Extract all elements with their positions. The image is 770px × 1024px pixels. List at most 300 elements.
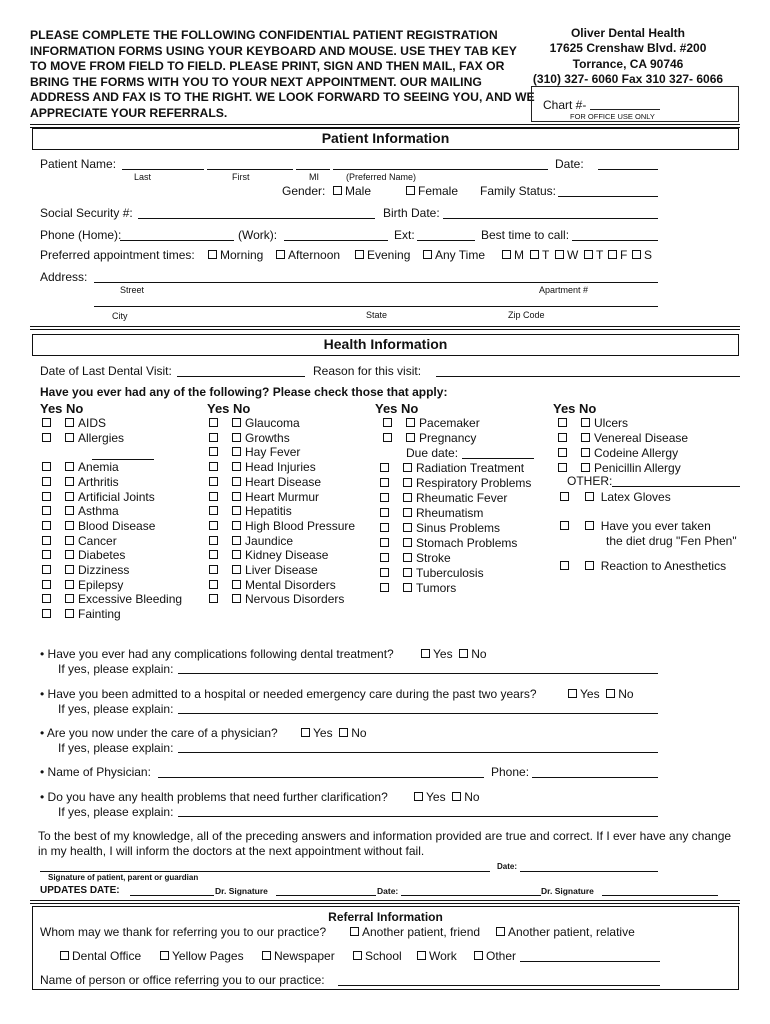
condition-row[interactable]	[209, 519, 355, 533]
checkbox-icon[interactable]	[380, 523, 389, 532]
checkbox-icon[interactable]	[474, 951, 483, 960]
referral-work[interactable]: Work	[417, 949, 457, 963]
family-status-label: Family Status:	[480, 184, 557, 198]
condition-row[interactable]	[42, 534, 117, 548]
checkbox-icon[interactable]	[65, 477, 74, 486]
condition-row[interactable]	[380, 566, 484, 580]
condition-label: Diabetes	[78, 548, 126, 563]
referral-other[interactable]: Other	[474, 949, 516, 963]
checkbox-icon[interactable]	[42, 580, 51, 589]
office-phone: (310) 327- 6060 Fax 310 327- 6066	[532, 72, 724, 87]
checkbox-icon[interactable]	[209, 521, 218, 530]
checkbox-icon[interactable]	[403, 553, 412, 562]
anesthetics-row[interactable]: Reaction to Anesthetics	[560, 559, 726, 573]
checkbox-icon[interactable]	[232, 550, 241, 559]
checkbox-icon[interactable]	[380, 568, 389, 577]
chart-label: Chart #-	[543, 98, 587, 112]
checkbox-icon[interactable]	[42, 492, 51, 501]
checkbox-icon[interactable]	[60, 951, 69, 960]
checkbox-icon[interactable]	[65, 594, 74, 603]
referrer-name-field[interactable]	[338, 985, 660, 986]
checkbox-icon[interactable]	[606, 689, 615, 698]
condition-label: Hay Fever	[245, 445, 301, 460]
condition-label: Tuberculosis	[416, 566, 484, 580]
checkbox-icon[interactable]	[355, 250, 364, 259]
yes-no-header-3: Yes No	[375, 401, 419, 416]
checkbox-icon[interactable]	[232, 433, 241, 442]
due-date-field[interactable]	[462, 458, 534, 459]
checkbox-icon[interactable]	[403, 523, 412, 532]
patient-section-title: Patient Information	[321, 130, 450, 146]
condition-label: Dizziness	[78, 563, 130, 577]
checkbox-icon[interactable]	[208, 250, 217, 259]
checkbox-icon[interactable]	[232, 521, 241, 530]
complications-explain-field[interactable]	[178, 673, 658, 674]
checkbox-icon[interactable]	[380, 538, 389, 547]
consent-date-label: Date:	[497, 862, 518, 871]
ext-field[interactable]	[417, 240, 475, 241]
fen-phen-line-2: the diet drug "Fen Phen"	[606, 534, 737, 548]
signature-field[interactable]	[40, 871, 490, 872]
last-visit-field[interactable]	[177, 376, 305, 377]
allergies-detail-field[interactable]	[92, 459, 154, 460]
checkbox-icon[interactable]	[65, 492, 74, 501]
condition-row[interactable]	[42, 563, 129, 577]
checkbox-icon[interactable]	[452, 792, 461, 801]
hospital-yes-no[interactable]: Yes No	[568, 687, 634, 701]
first-name-field[interactable]	[207, 169, 293, 170]
checkbox-icon[interactable]	[262, 951, 271, 960]
reason-field[interactable]	[436, 376, 740, 377]
condition-row[interactable]	[383, 416, 480, 430]
complications-question: • Have you ever had any complications following dental treatment?	[40, 647, 394, 661]
zip-label: Zip Code	[508, 310, 545, 320]
office-use-label: FOR OFFICE USE ONLY	[570, 112, 655, 121]
condition-row[interactable]	[380, 491, 507, 505]
checkbox-icon[interactable]	[584, 250, 593, 259]
dr-signature-label-2: Dr. Signature	[541, 886, 594, 896]
date-label: Date:	[555, 157, 584, 171]
condition-label: Tumors	[416, 581, 457, 595]
condition-row[interactable]	[42, 548, 125, 562]
condition-label: Epilepsy	[78, 577, 124, 592]
referral-newspaper[interactable]: Newspaper	[262, 949, 335, 963]
condition-row[interactable]	[42, 490, 155, 504]
physician-care-question: • Are you now under the care of a physician?	[40, 726, 278, 740]
mi-field[interactable]	[296, 169, 330, 170]
condition-row[interactable]	[209, 548, 328, 562]
checkbox-icon[interactable]	[42, 594, 51, 603]
checkbox-icon[interactable]	[42, 550, 51, 559]
street-field[interactable]	[94, 282, 658, 283]
checkbox-icon[interactable]	[414, 792, 423, 801]
condition-label: Pacemaker	[419, 416, 480, 430]
checkbox-icon[interactable]	[232, 565, 241, 574]
gender-label: Gender:	[282, 184, 326, 198]
checkbox-icon[interactable]	[209, 477, 218, 486]
condition-row[interactable]	[558, 416, 628, 430]
referral-question: Whom may we thank for referring you to our practice?	[40, 925, 327, 939]
checkbox-icon[interactable]	[301, 728, 310, 737]
checkbox-icon[interactable]	[403, 538, 412, 547]
checkbox-icon[interactable]	[209, 580, 218, 589]
condition-row[interactable]	[380, 551, 451, 565]
female-option[interactable]: Female	[406, 184, 458, 198]
checkbox-icon[interactable]	[209, 565, 218, 574]
yes-no-header-2: Yes No	[207, 401, 251, 416]
clarification-yes-no[interactable]: Yes No	[414, 790, 480, 804]
checkbox-icon[interactable]	[42, 418, 51, 427]
checkbox-icon[interactable]	[403, 508, 412, 517]
checkbox-icon[interactable]	[403, 463, 412, 472]
condition-row[interactable]	[380, 476, 531, 490]
best-time-field[interactable]	[572, 240, 658, 241]
condition-label: Radiation Treatment	[416, 461, 525, 475]
checkbox-icon[interactable]	[581, 463, 590, 472]
physician-phone-field[interactable]	[532, 777, 658, 778]
explain-label: If yes, please explain:	[58, 702, 174, 716]
referral-dental-office[interactable]: Dental Office	[60, 949, 141, 963]
other-label: OTHER:	[567, 474, 613, 488]
physician-care-yes-no[interactable]: Yes No	[301, 726, 367, 740]
condition-label: Pregnancy	[419, 431, 477, 445]
checkbox-icon[interactable]	[608, 250, 617, 259]
checkbox-icon[interactable]	[406, 418, 415, 427]
checkbox-icon[interactable]	[530, 250, 539, 259]
checkbox-icon[interactable]	[568, 689, 577, 698]
condition-row[interactable]	[209, 490, 319, 504]
checkbox-icon[interactable]	[560, 561, 569, 570]
phone-work-field[interactable]	[284, 240, 388, 241]
phone-home-label: Phone (Home):	[40, 228, 122, 242]
referral-relative-option[interactable]: Another patient, relative	[496, 925, 635, 939]
checkbox-icon[interactable]	[353, 951, 362, 960]
physician-name-label: • Name of Physician:	[40, 765, 151, 779]
checkbox-icon[interactable]	[380, 553, 389, 562]
condition-label: Arthritis	[78, 474, 119, 489]
referral-other-field[interactable]	[520, 961, 660, 962]
condition-row[interactable]	[209, 431, 290, 445]
checkbox-icon[interactable]	[380, 508, 389, 517]
checkbox-icon[interactable]	[160, 951, 169, 960]
hospital-explain-field[interactable]	[178, 713, 658, 714]
patient-name-label: Patient Name:	[40, 157, 117, 171]
checkbox-icon[interactable]	[65, 521, 74, 530]
condition-label: Mental Disorders	[245, 577, 336, 592]
referral-yellow-pages[interactable]: Yellow Pages	[160, 949, 244, 963]
referral-friend-option[interactable]: Another patient, friend	[350, 925, 480, 939]
preferred-label: (Preferred Name)	[346, 172, 417, 182]
any-time-option[interactable]: Any Time	[423, 248, 485, 262]
evening-option[interactable]: Evening	[355, 248, 410, 262]
checkbox-icon[interactable]	[555, 250, 564, 259]
checkbox-icon[interactable]	[496, 927, 505, 936]
checkbox-icon[interactable]	[42, 462, 51, 471]
condition-label: Respiratory Problems	[416, 476, 532, 490]
condition-row[interactable]	[380, 581, 456, 595]
checkbox-icon[interactable]	[632, 250, 641, 259]
condition-label: Anemia	[78, 460, 119, 475]
clarification-question: • Do you have any health problems that need further clarification?	[40, 790, 388, 804]
birth-date-field[interactable]	[443, 218, 658, 219]
condition-label: Growths	[245, 430, 290, 445]
condition-row[interactable]	[380, 536, 517, 550]
checkbox-icon[interactable]	[406, 186, 415, 195]
consent-date-field[interactable]	[520, 871, 658, 872]
condition-row[interactable]	[558, 461, 681, 475]
conditions-question: Have you ever had any of the following? Please check those that apply:	[40, 385, 448, 399]
condition-row[interactable]	[383, 431, 476, 445]
ssn-field[interactable]	[138, 218, 375, 219]
ssn-label: Social Security #:	[40, 206, 133, 220]
checkbox-icon[interactable]	[560, 521, 569, 530]
yes-no-header-1: Yes No	[40, 401, 84, 416]
checkbox-icon[interactable]	[65, 462, 74, 471]
checkbox-icon[interactable]	[423, 250, 432, 259]
signature-label: Signature of patient, parent or guardian	[48, 873, 199, 882]
checkbox-icon[interactable]	[65, 565, 74, 574]
checkbox-icon[interactable]	[209, 506, 218, 515]
checkbox-icon[interactable]	[232, 477, 241, 486]
condition-row[interactable]	[209, 445, 300, 459]
checkbox-icon[interactable]	[65, 433, 74, 442]
checkbox-icon[interactable]	[65, 580, 74, 589]
condition-row[interactable]	[42, 416, 106, 430]
checkbox-icon[interactable]	[209, 447, 218, 456]
condition-label: Rheumatic Fever	[416, 491, 508, 505]
checkbox-icon[interactable]	[232, 418, 241, 427]
referral-school[interactable]: School	[353, 949, 402, 963]
checkbox-icon[interactable]	[333, 186, 342, 195]
condition-row[interactable]	[380, 461, 524, 475]
day-wednesday[interactable]: W	[555, 248, 578, 262]
checkbox-icon[interactable]	[558, 433, 567, 442]
explain-label: If yes, please explain:	[58, 805, 174, 819]
checkbox-icon[interactable]	[209, 462, 218, 471]
consent-statement: To the best of my knowledge, all of the preceding answers and information provided are true and correct. If I ever have any change in my health, I will inform the doctors at the next appointment without fail.	[38, 829, 732, 858]
condition-row[interactable]	[42, 607, 121, 621]
condition-label: Venereal Disease	[594, 431, 689, 445]
morning-option[interactable]: Morning	[208, 248, 263, 262]
condition-row[interactable]	[209, 416, 300, 430]
day-friday[interactable]: F	[608, 248, 627, 262]
checkbox-icon[interactable]	[42, 536, 51, 545]
explain-label: If yes, please explain:	[58, 741, 174, 755]
preferred-name-field[interactable]	[333, 169, 548, 170]
checkbox-icon[interactable]	[585, 521, 594, 530]
checkbox-icon[interactable]	[209, 550, 218, 559]
checkbox-icon[interactable]	[383, 418, 392, 427]
referral-section-title: Referral Information	[328, 910, 443, 924]
updates-date-field[interactable]	[130, 895, 214, 896]
chart-number-field[interactable]	[590, 109, 660, 110]
date-field[interactable]	[598, 169, 658, 170]
checkbox-icon[interactable]	[65, 609, 74, 618]
condition-row[interactable]	[42, 431, 124, 445]
due-date-label: Due date:	[406, 446, 459, 460]
condition-label: Jaundice	[245, 533, 294, 548]
condition-row[interactable]	[209, 578, 336, 592]
condition-label: Cancer	[78, 533, 117, 548]
condition-row[interactable]	[42, 475, 119, 489]
last-label: Last	[134, 172, 152, 182]
condition-row[interactable]	[209, 475, 321, 489]
checkbox-icon[interactable]	[232, 492, 241, 501]
checkbox-icon[interactable]	[42, 506, 51, 515]
checkbox-icon[interactable]	[417, 951, 426, 960]
state-label: State	[366, 310, 388, 320]
condition-row[interactable]	[42, 578, 123, 592]
condition-row[interactable]	[42, 504, 119, 518]
family-status-field[interactable]	[558, 196, 658, 197]
checkbox-icon[interactable]	[502, 250, 511, 259]
referrer-name-label: Name of person or office referring you to our practice:	[40, 973, 325, 987]
checkbox-icon[interactable]	[558, 448, 567, 457]
checkbox-icon[interactable]	[209, 594, 218, 603]
checkbox-icon[interactable]	[232, 447, 241, 456]
day-monday[interactable]: M	[502, 248, 524, 262]
checkbox-icon[interactable]	[65, 506, 74, 515]
physician-name-field[interactable]	[158, 777, 484, 778]
last-name-field[interactable]	[122, 169, 204, 170]
checkbox-icon[interactable]	[232, 462, 241, 471]
street-label: Street	[120, 285, 145, 295]
condition-label: Excessive Bleeding	[78, 592, 183, 607]
checkbox-icon[interactable]	[380, 478, 389, 487]
best-time-label: Best time to call:	[481, 228, 570, 242]
condition-label: Blood Disease	[78, 518, 156, 533]
checkbox-icon[interactable]	[339, 728, 348, 737]
checkbox-icon[interactable]	[558, 418, 567, 427]
condition-row[interactable]	[209, 563, 318, 577]
checkbox-icon[interactable]	[65, 550, 74, 559]
checkbox-icon[interactable]	[42, 433, 51, 442]
condition-row[interactable]	[558, 431, 688, 445]
condition-row[interactable]	[558, 446, 678, 460]
condition-label: Asthma	[78, 504, 119, 519]
first-label: First	[232, 172, 250, 182]
checkbox-icon[interactable]	[380, 463, 389, 472]
office-city: Torrance, CA 90746	[572, 56, 684, 71]
explain-label: If yes, please explain:	[58, 662, 174, 676]
condition-row[interactable]	[42, 460, 119, 474]
checkbox-icon[interactable]	[209, 433, 218, 442]
condition-label: Kidney Disease	[245, 548, 329, 563]
physician-care-explain-field[interactable]	[178, 752, 658, 753]
condition-label: Glaucoma	[245, 416, 300, 430]
checkbox-icon[interactable]	[585, 561, 594, 570]
checkbox-icon[interactable]	[560, 492, 569, 501]
dr-signature-field-2[interactable]	[602, 895, 718, 896]
checkbox-icon[interactable]	[42, 477, 51, 486]
complications-yes-no[interactable]: Yes No	[421, 647, 487, 661]
condition-row[interactable]	[209, 592, 344, 606]
checkbox-icon[interactable]	[65, 536, 74, 545]
male-option[interactable]: Male	[333, 184, 371, 198]
checkbox-icon[interactable]	[558, 463, 567, 472]
phone-home-field[interactable]	[120, 240, 234, 241]
checkbox-icon[interactable]	[380, 493, 389, 502]
checkbox-icon[interactable]	[209, 418, 218, 427]
condition-label: Hepatitis	[245, 504, 292, 519]
checkbox-icon[interactable]	[232, 536, 241, 545]
checkbox-icon[interactable]	[65, 418, 74, 427]
condition-row[interactable]	[209, 534, 293, 548]
checkbox-icon[interactable]	[406, 433, 415, 442]
checkbox-icon[interactable]	[403, 478, 412, 487]
checkbox-icon[interactable]	[380, 583, 389, 592]
instructions-text: PLEASE COMPLETE THE FOLLOWING CONFIDENTIAL PATIENT REGISTRATION INFORMATION FORMS USING YOUR KEYBOARD AND MOUSE. USE THEY TAB KEY TO MOVE FROM FIELD TO FIELD. PLEASE PRINT, SIGN AND THEN MAIL, FAX OR BRING THE FORMS WITH YOU TO YOUR NEXT APPOINTMENT. OUR MAILING ADDRESS AND FAX IS TO THE RIGHT. WE LOOK FORWARD TO SEEING YOU, AND WE APPRECIATE YOUR REFERRALS.	[30, 28, 535, 120]
condition-row[interactable]	[209, 460, 316, 474]
checkbox-icon[interactable]	[581, 418, 590, 427]
checkbox-icon[interactable]	[421, 649, 430, 658]
checkbox-icon[interactable]	[459, 649, 468, 658]
checkbox-icon[interactable]	[42, 565, 51, 574]
apartment-label: Apartment #	[539, 285, 589, 295]
yes-no-header-4: Yes No	[553, 401, 597, 416]
checkbox-icon[interactable]	[42, 521, 51, 530]
dr-signature-field[interactable]	[276, 895, 376, 896]
health-section-title: Health Information	[323, 336, 448, 352]
checkbox-icon[interactable]	[403, 568, 412, 577]
condition-label: Stomach Problems	[416, 536, 518, 550]
updates-date-label: UPDATES DATE:	[40, 885, 120, 896]
checkbox-icon[interactable]	[581, 448, 590, 457]
checkbox-icon[interactable]	[232, 580, 241, 589]
condition-label: Stroke	[416, 551, 451, 565]
day-tuesday[interactable]: T	[530, 248, 549, 262]
condition-row[interactable]	[42, 592, 182, 606]
checkbox-icon[interactable]	[383, 433, 392, 442]
ext-label: Ext:	[394, 228, 415, 242]
latex-row[interactable]: Latex Gloves	[560, 490, 671, 504]
afternoon-option[interactable]: Afternoon	[276, 248, 340, 262]
city-state-zip-field[interactable]	[94, 306, 658, 307]
condition-label: Codeine Allergy	[594, 446, 679, 460]
checkbox-icon[interactable]	[42, 609, 51, 618]
physician-phone-label: Phone:	[491, 765, 530, 779]
divider	[30, 900, 740, 904]
fen-phen-row[interactable]: Have you ever taken	[560, 519, 711, 533]
mi-label: MI	[309, 172, 319, 182]
condition-label: Rheumatism	[416, 506, 484, 520]
dr-signature-label: Dr. Signature	[215, 886, 268, 896]
day-saturday[interactable]: S	[632, 248, 652, 262]
checkbox-icon[interactable]	[276, 250, 285, 259]
checkbox-icon[interactable]	[232, 506, 241, 515]
condition-label: Allergies	[78, 430, 125, 445]
condition-label: Nervous Disorders	[245, 592, 345, 607]
checkbox-icon[interactable]	[209, 492, 218, 501]
checkbox-icon[interactable]	[585, 492, 594, 501]
checkbox-icon[interactable]	[232, 594, 241, 603]
condition-row[interactable]	[380, 521, 500, 535]
condition-row[interactable]	[209, 504, 292, 518]
other-field[interactable]	[612, 486, 740, 487]
checkbox-icon[interactable]	[581, 433, 590, 442]
condition-row[interactable]	[380, 506, 483, 520]
condition-row[interactable]	[42, 519, 155, 533]
update-date-field[interactable]	[401, 895, 541, 896]
checkbox-icon[interactable]	[403, 583, 412, 592]
day-thursday[interactable]: T	[584, 248, 603, 262]
update-date-label: Date:	[377, 886, 399, 896]
checkbox-icon[interactable]	[350, 927, 359, 936]
checkbox-icon[interactable]	[209, 536, 218, 545]
checkbox-icon[interactable]	[403, 493, 412, 502]
clarification-explain-field[interactable]	[178, 816, 658, 817]
condition-label: AIDS	[78, 416, 107, 430]
